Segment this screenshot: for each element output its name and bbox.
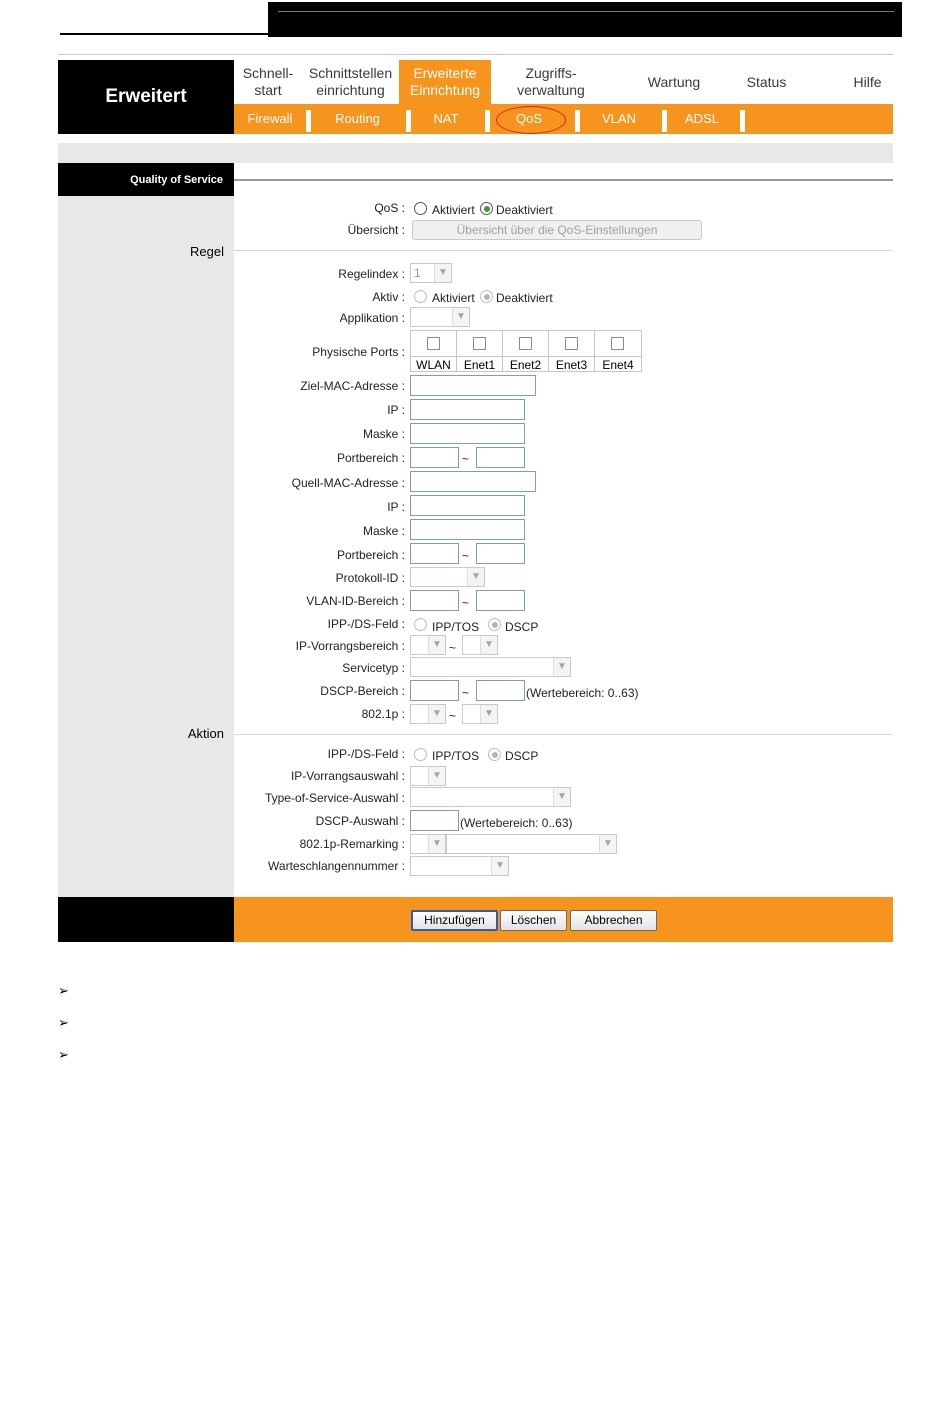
service-type-label: Servicetyp : (342, 661, 405, 675)
action-ipp-ds-label: IPP-/DS-Feld : (327, 747, 405, 761)
menu-label-1: Zugriffs- (525, 65, 577, 81)
dest-mac-label: Ziel-MAC-Adresse : (300, 379, 405, 393)
menu-access-management[interactable] (491, 60, 611, 104)
section-title: Quality of Service (58, 163, 234, 196)
port-checkbox-enet2[interactable] (519, 337, 532, 350)
dest-port-from-input[interactable] (410, 447, 459, 468)
port-label: Enet4 (595, 356, 641, 372)
dest-portrange-label: Portbereich : (336, 451, 405, 465)
vlan-from-input[interactable] (410, 590, 459, 611)
section-action-label: Aktion (187, 726, 224, 741)
qos-highlight-circle (496, 106, 566, 134)
bullet-arrow-icon: ➢ (58, 983, 69, 998)
menu-quick-start[interactable] (234, 60, 302, 104)
dest-port-to-input[interactable] (476, 447, 525, 468)
chevron-down-icon: ▼ (480, 636, 497, 654)
ip-precedence-select-label: IP-Vorrangsauswahl : (290, 769, 405, 783)
overview-button[interactable]: Übersicht über die QoS-Einstellungen (412, 220, 702, 240)
dest-mask-label: Maske : (362, 427, 405, 441)
remarking-value-select[interactable] (410, 834, 446, 854)
rule-index-value: 1 (414, 266, 421, 280)
submenu-qos[interactable]: QoS (515, 111, 542, 126)
submenu-adsl[interactable]: ADSL (685, 111, 719, 126)
ip-precedence-to-select[interactable] (462, 635, 498, 655)
dest-ip-input[interactable] (410, 399, 525, 420)
menu-label-2: start (254, 82, 282, 98)
src-ip-input[interactable] (410, 495, 525, 516)
port-checkbox-enet4[interactable] (611, 337, 624, 350)
port-label: Enet2 (503, 356, 548, 372)
port-cell (411, 331, 457, 371)
src-ip-label: IP : (387, 500, 405, 514)
chevron-down-icon: ▼ (553, 658, 570, 676)
footer-left-bar (58, 897, 234, 942)
range-tilde: ~ (462, 596, 470, 610)
application-label: Applikation : (339, 311, 405, 325)
chevron-down-icon: ▼ (599, 835, 616, 853)
vlan-range-label: VLAN-ID-Bereich : (306, 594, 405, 608)
dot1p-to-select[interactable] (462, 704, 498, 724)
qos-label: QoS : (374, 201, 405, 215)
menu-advanced-setup[interactable] (399, 60, 491, 104)
menu-label-1: Hilfe (853, 73, 882, 90)
dest-mac-input[interactable] (410, 375, 536, 396)
chevron-down-icon: ▼ (428, 705, 445, 723)
action-ipp-tos-label: IPP/TOS (432, 749, 480, 763)
dscp-select-input[interactable] (410, 810, 459, 831)
dscp-range-label: DSCP-Bereich : (320, 684, 405, 698)
port-checkbox-enet3[interactable] (565, 337, 578, 350)
doc-header-line (278, 11, 894, 12)
divider-rule (234, 250, 893, 251)
chevron-down-icon: ▼ (428, 636, 445, 654)
chevron-down-icon: ▼ (452, 308, 469, 326)
menu-label-1: Wartung (647, 73, 701, 90)
section-rule-label: Regel (190, 244, 224, 259)
src-mask-input[interactable] (410, 519, 525, 540)
submenu-firewall[interactable]: Firewall (247, 111, 293, 126)
dscp-select-label: DSCP-Auswahl : (315, 814, 405, 828)
ip-precedence-range-label: IP-Vorrangsbereich : (295, 639, 405, 653)
dest-mask-input[interactable] (410, 423, 525, 444)
queue-number-select[interactable] (410, 856, 509, 876)
menu-help[interactable] (834, 60, 901, 104)
action-dscp-label: DSCP (505, 749, 539, 763)
dot1p-label: 802.1p : (361, 707, 405, 721)
dscp-range-hint: (Wertebereich: 0..63) (526, 686, 639, 700)
submenu-vlan[interactable]: VLAN (602, 111, 636, 126)
port-label: Enet1 (457, 356, 502, 372)
protocol-label: Protokoll-ID : (335, 571, 405, 585)
ip-precedence-from-select[interactable] (410, 635, 446, 655)
active-disable-radio[interactable] (480, 290, 493, 303)
protocol-select[interactable] (410, 567, 485, 587)
active-enable-radio[interactable] (414, 290, 427, 303)
src-mask-label: Maske : (362, 524, 405, 538)
tos-select-label: Type-of-Service-Auswahl : (264, 791, 405, 805)
src-port-to-input[interactable] (476, 543, 525, 564)
doc-header-bar (268, 2, 902, 37)
port-cell (595, 331, 641, 371)
src-mac-input[interactable] (410, 471, 536, 492)
left-column (58, 196, 234, 897)
menu-label-1: Schnittstellen (308, 65, 393, 81)
rule-ipp-tos-label: IPP/TOS (432, 620, 480, 634)
qos-enable-radio[interactable] (414, 202, 427, 215)
menu-label-2: verwaltung (517, 82, 585, 98)
src-port-from-input[interactable] (410, 543, 459, 564)
port-checkbox-wlan[interactable] (427, 337, 440, 350)
content-top-band (58, 143, 893, 163)
dot1p-from-select[interactable] (410, 704, 446, 724)
submenu-routing[interactable]: Routing (335, 111, 380, 126)
submenu-nat[interactable]: NAT (433, 111, 459, 126)
range-tilde: ~ (449, 641, 457, 655)
queue-number-label: Warteschlangennummer : (268, 859, 405, 873)
overview-label: Übersicht : (347, 223, 405, 237)
menu-status[interactable] (724, 60, 809, 104)
active-disable-label: Deaktiviert (496, 291, 553, 305)
qos-disable-radio[interactable] (480, 202, 493, 215)
menu-interface-setup[interactable] (302, 60, 399, 104)
main-menu (234, 60, 893, 104)
add-button[interactable]: Hinzufügen (411, 910, 498, 931)
rule-ipp-ds-label: IPP-/DS-Feld : (327, 617, 405, 631)
rule-ipp-tos-radio[interactable] (414, 618, 427, 631)
port-label: WLAN (411, 356, 456, 372)
dest-ip-label: IP : (387, 403, 405, 417)
divider-rule (234, 734, 893, 735)
cancel-button[interactable]: Abbrechen (570, 910, 657, 931)
port-cell (457, 331, 503, 371)
chevron-down-icon: ▼ (553, 788, 570, 806)
port-checkbox-enet1[interactable] (473, 337, 486, 350)
port-label: Enet3 (549, 356, 594, 372)
chevron-down-icon: ▼ (428, 767, 445, 785)
port-cell (549, 331, 595, 371)
application-select[interactable] (410, 307, 470, 327)
doc-rule (58, 54, 893, 55)
vlan-to-input[interactable] (476, 590, 525, 611)
physical-ports-table (410, 330, 642, 372)
submenu-separator (740, 110, 745, 132)
port-cell (503, 331, 549, 371)
menu-label-1: Status (746, 73, 787, 90)
menu-label-1: Erweiterte (413, 65, 477, 81)
range-tilde: ~ (449, 709, 457, 723)
action-ipp-tos-radio[interactable] (414, 748, 427, 761)
bullet-arrow-icon: ➢ (58, 1047, 69, 1062)
physical-ports-label: Physische Ports : (312, 345, 405, 359)
dscp-from-input[interactable] (410, 680, 459, 701)
service-type-select[interactable] (410, 657, 571, 677)
rule-dscp-radio[interactable] (488, 618, 501, 631)
chevron-down-icon: ▼ (491, 857, 508, 875)
ip-precedence-select[interactable] (410, 766, 446, 786)
range-tilde: ~ (462, 686, 470, 700)
rule-index-select[interactable] (410, 263, 452, 283)
range-tilde: ~ (462, 452, 470, 466)
active-label: Aktiv : (372, 290, 405, 304)
rule-dscp-label: DSCP (505, 620, 539, 634)
bullet-arrow-icon: ➢ (58, 1015, 69, 1030)
menu-label-2: Einrichtung (409, 82, 481, 98)
action-dscp-radio[interactable] (488, 748, 501, 761)
menu-label-2: einrichtung (316, 82, 385, 98)
menu-maintenance[interactable] (624, 60, 724, 104)
rule-index-label: Regelindex : (338, 267, 405, 281)
src-mac-label: Quell-MAC-Adresse : (291, 476, 405, 490)
chevron-down-icon: ▼ (434, 264, 451, 282)
doc-header-underline (60, 33, 268, 35)
chevron-down-icon: ▼ (480, 705, 497, 723)
active-enable-label: Aktiviert (432, 291, 475, 305)
title-rule (234, 179, 893, 181)
dscp-select-hint: (Wertebereich: 0..63) (460, 816, 573, 830)
dscp-to-input[interactable] (476, 680, 525, 701)
remarking-option-select[interactable] (446, 834, 617, 854)
tos-select[interactable] (410, 787, 571, 807)
range-tilde: ~ (462, 549, 470, 563)
chevron-down-icon: ▼ (428, 835, 445, 853)
src-portrange-label: Portbereich : (336, 548, 405, 562)
delete-button[interactable]: Löschen (500, 910, 567, 931)
qos-enable-label: Aktiviert (432, 203, 475, 217)
chevron-down-icon: ▼ (467, 568, 484, 586)
menu-label-1: Schnell- (242, 65, 294, 81)
remarking-label: 802.1p-Remarking : (299, 837, 405, 851)
qos-disable-label: Deaktiviert (496, 203, 553, 217)
brand-title: Erweitert (58, 60, 234, 134)
